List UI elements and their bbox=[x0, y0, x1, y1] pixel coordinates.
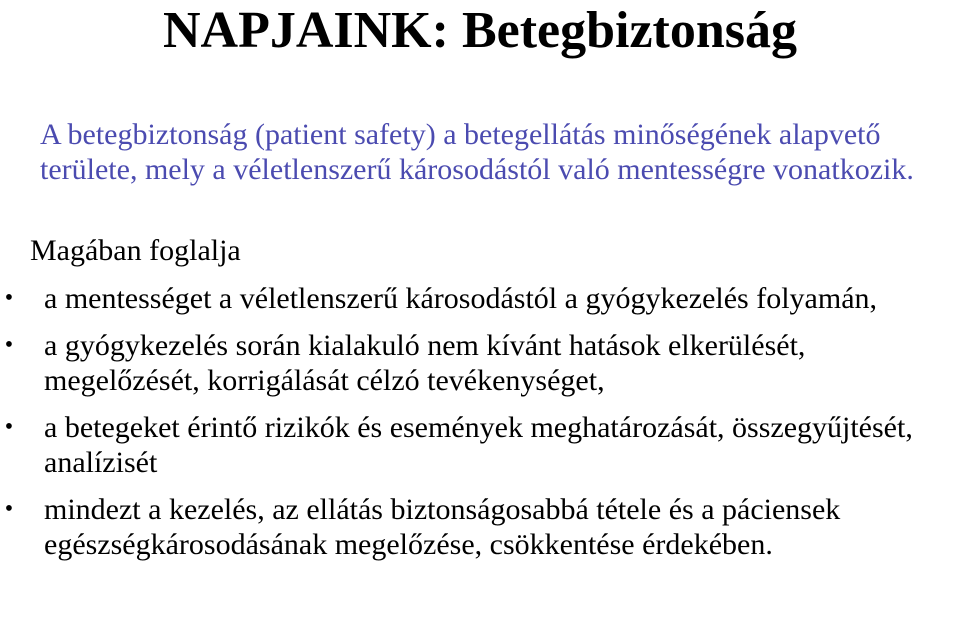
bullet-text: a gyógykezelés során kialakuló nem kívánt hatások elkerülését, megelőzését, korrigálását célzó tevékenységet, bbox=[44, 329, 806, 397]
slide-title: NAPJAINK: Betegbiztonság bbox=[162, 2, 798, 59]
list-item bbox=[0, 328, 960, 398]
bullet-list bbox=[0, 281, 960, 574]
bullet-dot-icon: • bbox=[4, 332, 14, 358]
bullet-dot-icon: • bbox=[4, 414, 14, 440]
list-item bbox=[0, 492, 960, 562]
bullet-dot-icon: • bbox=[4, 285, 14, 311]
bullet-dot-icon: • bbox=[4, 496, 14, 522]
intro-paragraph: A betegbiztonság (patient safety) a betegellátás minőségének alapvető területe, mely a véletlenszerű károsodástól való mentességre vonatkozik. bbox=[40, 118, 914, 186]
list-item bbox=[0, 281, 960, 316]
bullet-text: a mentességet a véletlenszerű károsodástól a gyógykezelés folyamán, bbox=[44, 282, 878, 315]
list-item bbox=[0, 410, 960, 480]
bullet-text: mindezt a kezelés, az ellátás biztonságosabbá tétele és a páciensek egészségkárosodásának megelőzése, csökkentése érdekében. bbox=[44, 493, 841, 561]
lead-text: Magában foglalja bbox=[30, 234, 241, 267]
bullet-text: a betegeket érintő rizikók és események meghatározását, összegyűjtését, analízisét bbox=[44, 411, 913, 479]
